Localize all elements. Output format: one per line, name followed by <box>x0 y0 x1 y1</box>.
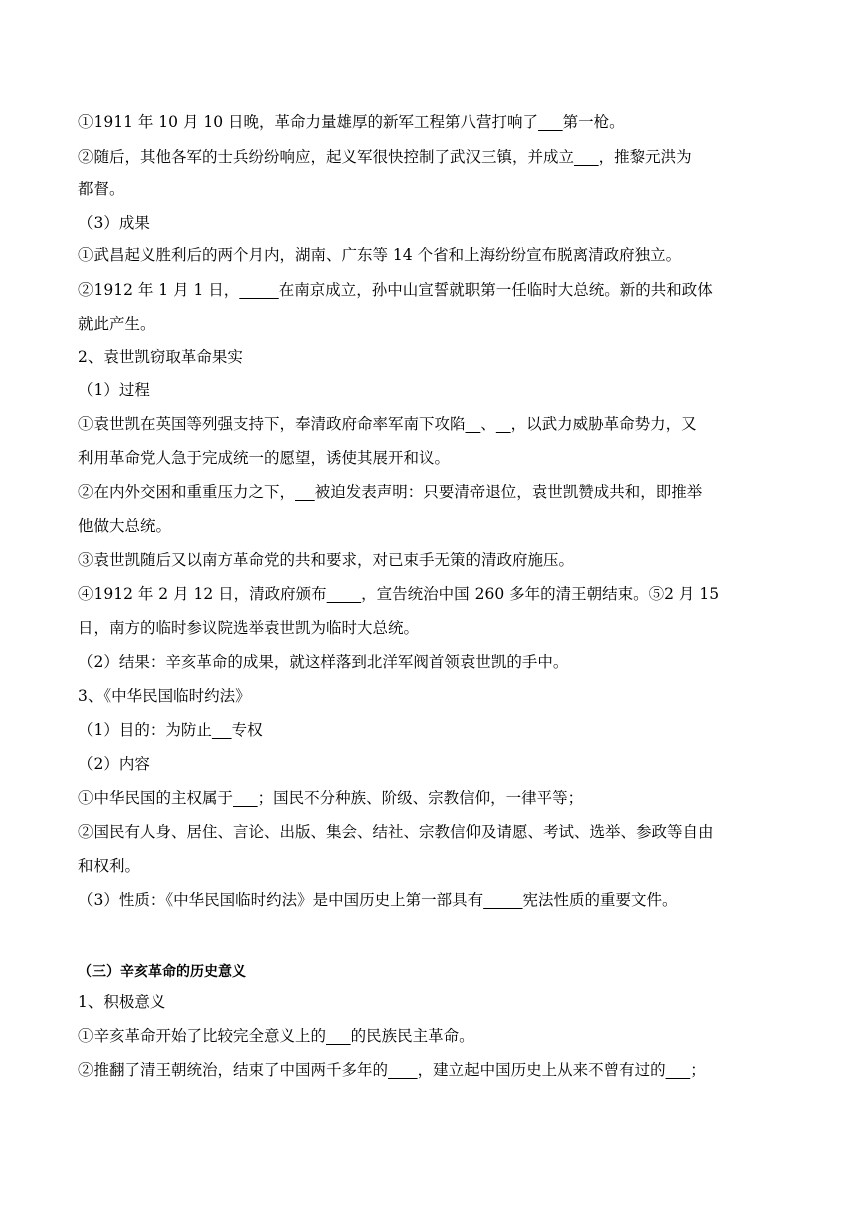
fill-blank[interactable] <box>239 281 278 299</box>
text: ①袁世凯在英国等列强支持下，奉清政府命率军南下攻陷 <box>78 415 466 433</box>
fill-blank[interactable] <box>574 148 599 166</box>
yuan-attack-line-cont: 利用革命党人急于完成统一的愿望，诱使其展开和议。 <box>78 449 451 467</box>
fill-blank[interactable] <box>327 585 362 603</box>
text: ④1912 年 2 月 12 日，清政府颁布 <box>78 585 327 603</box>
section-heading-results: （3）成果 <box>78 214 150 232</box>
heading-positive-significance: 1、积极意义 <box>78 993 166 1011</box>
yuan-attack-line <box>78 413 697 435</box>
section-heading-process: （1）过程 <box>78 381 150 399</box>
text: 专权 <box>231 721 263 739</box>
text: ②1912 年 1 月 1 日， <box>78 281 240 299</box>
fill-blank[interactable] <box>212 721 232 739</box>
text: ，推黎元洪为 <box>598 148 692 166</box>
purpose-line <box>78 719 263 741</box>
text: ①1911 年 10 月 10 日晚，革命力量雄厚的新军工程第八营打响了 <box>78 113 539 131</box>
provisional-government-line <box>78 279 713 301</box>
text: ②在内外交困和重重压力之下， <box>78 483 296 501</box>
text: 在南京成立，孙中山宣誓就职第一任临时大总统。新的共和政体 <box>278 281 713 299</box>
fill-blank[interactable] <box>295 483 315 501</box>
uprising-response-line-cont: 都督。 <box>78 180 125 198</box>
statement-line <box>78 481 702 503</box>
fill-blank[interactable] <box>326 1027 351 1045</box>
text: ，建立起中国历史上从来不曾有过的 <box>417 1061 666 1079</box>
text: ②推翻了清王朝统治，结束了中国两千多年的 <box>78 1061 389 1079</box>
result-line: （2）结果：辛亥革命的成果，就这样落到北洋军阀首领袁世凯的手中。 <box>78 653 569 671</box>
text: ，以武力威胁革命势力，又 <box>510 415 697 433</box>
provisional-government-line-cont: 就此产生。 <box>78 315 156 333</box>
pressure-line: ③袁世凯随后又以南方革命党的共和要求，对已束手无策的清政府施压。 <box>78 551 575 569</box>
fill-blank[interactable] <box>466 415 481 433</box>
fill-blank[interactable] <box>483 891 522 909</box>
fill-blank[interactable] <box>388 1061 418 1079</box>
text: 的民族民主革命。 <box>350 1027 475 1045</box>
heading-provisional-constitution: 3、《中华民国临时约法》 <box>78 687 251 705</box>
statement-line-cont: 他做大总统。 <box>78 517 172 535</box>
text: 、 <box>480 415 496 433</box>
sovereignty-line <box>78 787 583 809</box>
text: ，宣告统治中国 260 多年的清王朝结束。⑤2 月 15 <box>361 585 720 603</box>
nature-line <box>78 889 678 911</box>
overthrow-qing-line <box>78 1059 706 1081</box>
democratic-revolution-line <box>78 1025 475 1047</box>
heading-yuan-shikai: 2、袁世凯窃取革命果实 <box>78 348 243 366</box>
rights-line: ②国民有人身、居住、言论、出版、集会、结社、宗教信仰及请愿、考试、选举、参政等自由 <box>78 823 714 841</box>
abdication-line-cont: 日，南方的临时参议院选举袁世凯为临时大总统。 <box>78 619 420 637</box>
text: 被迫发表声明：只要清帝退位，袁世凯赞成共和，即推举 <box>314 483 703 501</box>
text: 第一枪。 <box>562 113 625 131</box>
text: ①中华民国的主权属于 <box>78 789 234 807</box>
rights-line-cont: 和权利。 <box>78 857 141 875</box>
fill-blank[interactable] <box>496 415 511 433</box>
text: ②随后，其他各军的士兵纷纷响应，起义军很快控制了武汉三镇，并成立 <box>78 148 575 166</box>
fill-blank[interactable] <box>233 789 258 807</box>
provinces-independence-line: ①武昌起义胜利后的两个月内，湖南、广东等 14 个省和上海纷纷宣布脱离清政府独立。 <box>78 246 682 264</box>
fill-blank[interactable] <box>666 1061 691 1079</box>
section-heading-content: （2）内容 <box>78 755 150 773</box>
fill-blank[interactable] <box>538 113 563 131</box>
text: 宪法性质的重要文件。 <box>522 891 678 909</box>
text: （3）性质：《中华民国临时约法》是中国历史上第一部具有 <box>78 891 484 909</box>
heading-historical-significance: （三）辛亥革命的历史意义 <box>78 964 246 980</box>
wuchang-uprising-first-shot <box>78 111 625 133</box>
text: ①辛亥革命开始了比较完全意义上的 <box>78 1027 327 1045</box>
text: （1）目的：为防止 <box>78 721 212 739</box>
text: ； <box>690 1061 706 1079</box>
text: ；国民不分种族、阶级、宗教信仰，一律平等； <box>257 789 584 807</box>
abdication-line <box>78 583 719 605</box>
uprising-response-line <box>78 146 692 168</box>
